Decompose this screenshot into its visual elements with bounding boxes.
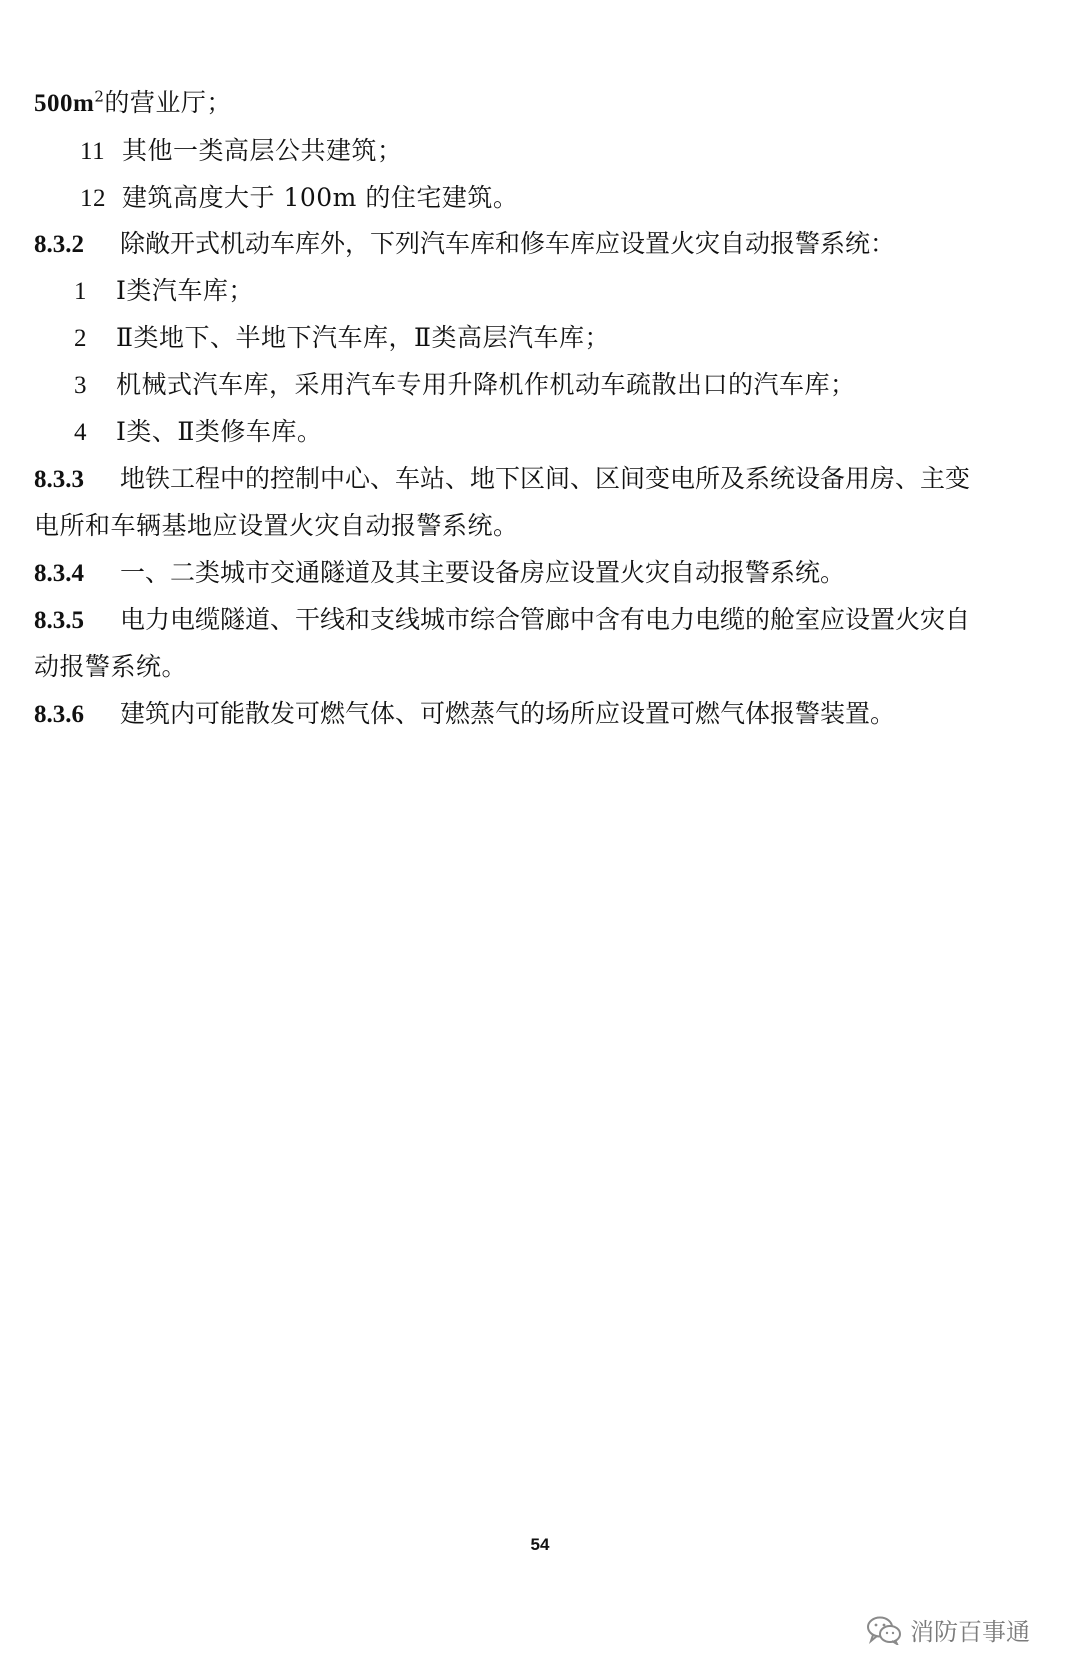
list-item (74, 368, 856, 403)
wechat-icon (866, 1615, 902, 1645)
area-value: 500m (34, 90, 95, 117)
page-number: 54 (530, 1535, 550, 1554)
section-8-3-3 (34, 462, 970, 497)
section-continuation (34, 509, 519, 543)
section-text: 建筑内可能散发可燃气体、可燃蒸气的场所应设置可燃气体报警装置。 (120, 699, 896, 728)
list-item (80, 181, 518, 216)
list-item (74, 415, 322, 450)
item-number: 3 (74, 372, 87, 399)
section-text: 电所和车辆基地应设置火灾自动报警系统。 (34, 511, 519, 540)
section-8-3-4 (34, 556, 845, 591)
section-number: 8.3.2 (34, 231, 84, 258)
item-text: 其他一类高层公共建筑； (122, 136, 403, 165)
section-text: 电力电缆隧道、干线和支线城市综合管廊中含有电力电缆的舱室应设置火灾自 (120, 605, 971, 634)
section-8-3-6 (34, 697, 895, 732)
list-item (80, 134, 403, 169)
section-8-3-5 (34, 603, 970, 638)
section-8-3-2 (34, 227, 895, 262)
section-continuation (34, 650, 187, 684)
item-text: 机械式汽车库，采用汽车专用升降机作机动车疏散出口的汽车库； (116, 370, 856, 399)
list-item (74, 321, 610, 356)
item-number: 11 (80, 138, 106, 165)
section-number: 8.3.3 (34, 466, 84, 493)
item-number: 2 (74, 325, 87, 352)
watermark-text: 消防百事通 (910, 1618, 1030, 1646)
section-number: 8.3.6 (34, 701, 84, 728)
list-item (74, 274, 254, 309)
item-text: Ⅰ类汽车库； (116, 276, 254, 305)
section-text: 地铁工程中的控制中心、车站、地下区间、区间变电所及系统设备用房、主变 (120, 464, 971, 493)
item-number: 1 (74, 278, 87, 305)
item-number: 4 (74, 419, 87, 446)
section-number: 8.3.4 (34, 560, 84, 587)
item-text: Ⅱ类地下、半地下汽车库，Ⅱ类高层汽车库； (116, 323, 610, 352)
item-text: 建筑高度大于 100m 的住宅建筑。 (122, 183, 519, 212)
section-text: 除敞开式机动车库外，下列汽车库和修车库应设置火灾自动报警系统： (120, 229, 896, 258)
section-text: 动报警系统。 (34, 652, 188, 681)
item-number: 12 (80, 185, 106, 212)
section-text: 一、二类城市交通隧道及其主要设备房应设置火灾自动报警系统。 (120, 558, 846, 587)
superscript: 2 (94, 87, 105, 106)
continuation-line (34, 86, 232, 121)
watermark (866, 1612, 1030, 1647)
item-text: Ⅰ类、Ⅱ类修车库。 (116, 417, 323, 446)
section-number: 8.3.5 (34, 607, 84, 634)
line-text: 的营业厅； (104, 88, 232, 117)
